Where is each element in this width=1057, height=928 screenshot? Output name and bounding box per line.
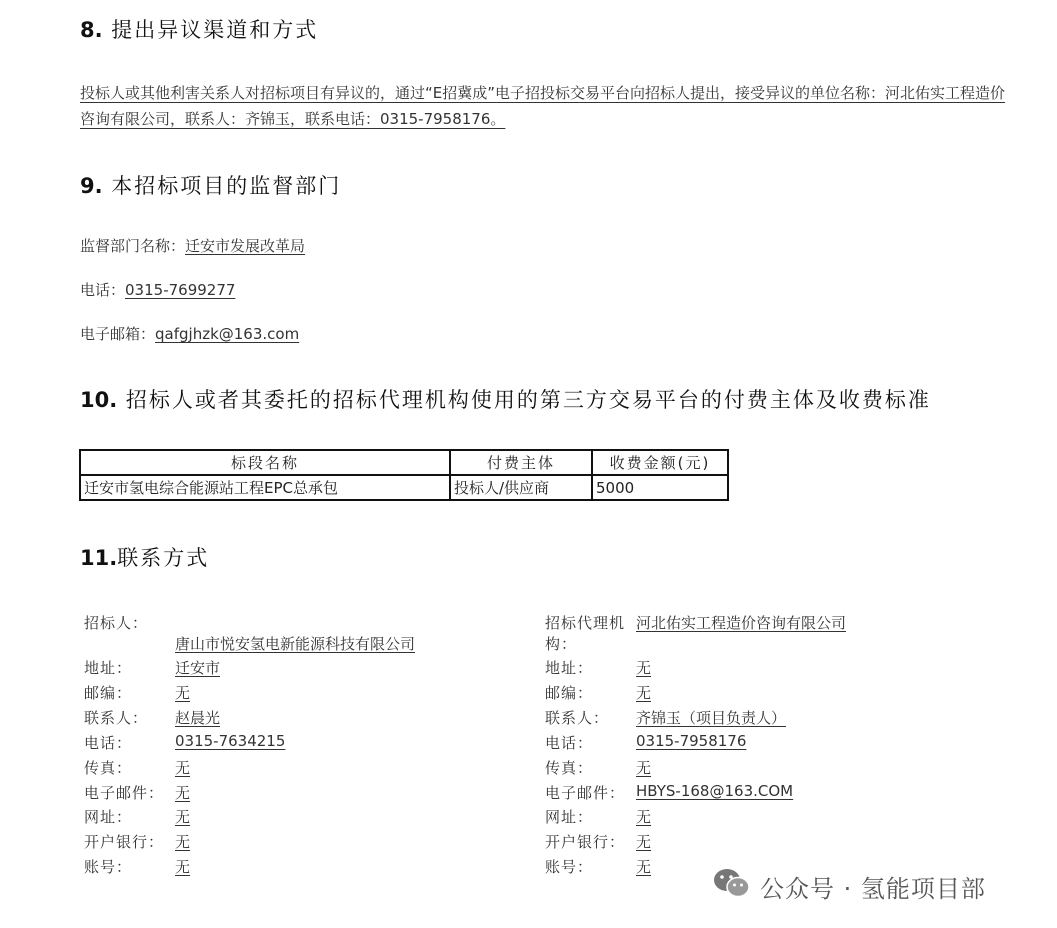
agency-name: 河北佑实工程造价咨询有限公司 bbox=[636, 614, 847, 632]
agency-contact-value: 齐锦玉（项目负责人） bbox=[636, 709, 787, 727]
tenderer-bank-value: 无 bbox=[175, 833, 191, 851]
watermark-text: 公众号 · 氢能项目部 bbox=[760, 874, 986, 903]
section-9-heading bbox=[80, 170, 341, 200]
agency-postcode-label: 邮编： bbox=[545, 684, 594, 702]
tenderer-name: 唐山市悦安氢电新能源科技有限公司 bbox=[175, 635, 416, 653]
tenderer-address-label: 地址： bbox=[84, 659, 133, 677]
table-row bbox=[80, 475, 728, 500]
fee-table-header-lot: 标段名称 bbox=[80, 450, 450, 475]
agency-phone-label: 电话： bbox=[545, 734, 594, 752]
section-8-number: 8. bbox=[80, 18, 103, 42]
agency-fax-label: 传真： bbox=[545, 759, 594, 777]
supervision-phone-row bbox=[80, 279, 235, 301]
tenderer-label: 招标人： bbox=[84, 614, 149, 632]
supervision-dept-value: 迁安市发展改革局 bbox=[185, 237, 306, 255]
supervision-dept-row bbox=[80, 235, 305, 257]
section-9-number: 9. bbox=[80, 174, 103, 198]
section-8-title: 提出异议渠道和方式 bbox=[111, 18, 319, 42]
agency-contact-label: 联系人： bbox=[545, 709, 610, 727]
section-10-number: 10. bbox=[80, 388, 118, 412]
agency-bank-label: 开户银行： bbox=[545, 833, 626, 851]
tenderer-postcode-value: 无 bbox=[175, 684, 191, 702]
section-9-title: 本招标项目的监督部门 bbox=[111, 174, 342, 198]
supervision-email-row bbox=[80, 323, 299, 345]
agency-address-value: 无 bbox=[636, 659, 652, 677]
agency-website-value: 无 bbox=[636, 808, 652, 826]
supervision-email-label: 电子邮箱： bbox=[80, 325, 156, 343]
supervision-phone-label: 电话： bbox=[80, 281, 126, 299]
agency-label-line1: 招标代理机 bbox=[545, 614, 626, 632]
tenderer-fax-value: 无 bbox=[175, 759, 191, 777]
supervision-phone-value: 0315-7699277 bbox=[125, 281, 236, 299]
section-8-paragraph: 投标人或其他利害关系人对招标项目有异议的，通过“E招冀成”电子招投标交易平台向招标人提出，接受异议的单位名称：河北佑实工程造价咨询有限公司，联系人：齐锦玉，联系电话：0315-7958176。 bbox=[80, 84, 1006, 128]
agency-website-label: 网址： bbox=[545, 808, 594, 826]
section-10-heading bbox=[80, 384, 931, 414]
tenderer-contact-value: 赵晨光 bbox=[175, 709, 221, 727]
agency-bank-value: 无 bbox=[636, 833, 652, 851]
fee-table-header-amount: 收费金额(元) bbox=[592, 450, 728, 475]
agency-label-line2: 构： bbox=[545, 635, 578, 653]
tenderer-account-label: 账号： bbox=[84, 858, 133, 876]
tenderer-contact-label: 联系人： bbox=[84, 709, 149, 727]
tenderer-email-value: 无 bbox=[175, 784, 191, 802]
tenderer-fax-label: 传真： bbox=[84, 759, 133, 777]
tenderer-email-label: 电子邮件： bbox=[84, 784, 165, 802]
agency-email-label: 电子邮件： bbox=[545, 784, 626, 802]
tenderer-account-value: 无 bbox=[175, 858, 191, 876]
agency-fax-value: 无 bbox=[636, 759, 652, 777]
wechat-icon bbox=[712, 866, 760, 906]
wechat-watermark bbox=[712, 866, 986, 906]
fee-table-cell-lot: 迁安市氢电综合能源站工程EPC总承包 bbox=[80, 475, 450, 500]
section-11-heading bbox=[80, 542, 209, 572]
agency-account-value: 无 bbox=[636, 858, 652, 876]
section-10-title: 招标人或者其委托的招标代理机构使用的第三方交易平台的付费主体及收费标准 bbox=[125, 388, 931, 412]
tenderer-phone-value: 0315-7634215 bbox=[175, 732, 286, 750]
section-11-title: 联系方式 bbox=[117, 546, 210, 570]
supervision-email-link[interactable]: qafgjhzk@163.com bbox=[155, 325, 300, 343]
agency-email-link[interactable]: HBYS-168@163.COM bbox=[636, 782, 794, 800]
fee-table-cell-payer: 投标人/供应商 bbox=[450, 475, 592, 500]
fee-table-cell-amount: 5000 bbox=[592, 475, 728, 500]
tenderer-website-label: 网址： bbox=[84, 808, 133, 826]
section-8-heading bbox=[80, 14, 318, 44]
agency-address-label: 地址： bbox=[545, 659, 594, 677]
tenderer-address-value: 迁安市 bbox=[175, 659, 221, 677]
tenderer-phone-label: 电话： bbox=[84, 734, 133, 752]
agency-account-label: 账号： bbox=[545, 858, 594, 876]
fee-table bbox=[79, 449, 729, 501]
fee-table-header-payer: 付费主体 bbox=[450, 450, 592, 475]
supervision-dept-label: 监督部门名称： bbox=[80, 237, 186, 255]
agency-phone-value: 0315-7958176 bbox=[636, 732, 747, 750]
tenderer-website-value: 无 bbox=[175, 808, 191, 826]
fee-table-header-row bbox=[80, 450, 728, 475]
section-11-number: 11. bbox=[80, 546, 118, 570]
tenderer-postcode-label: 邮编： bbox=[84, 684, 133, 702]
tenderer-bank-label: 开户银行： bbox=[84, 833, 165, 851]
agency-postcode-value: 无 bbox=[636, 684, 652, 702]
